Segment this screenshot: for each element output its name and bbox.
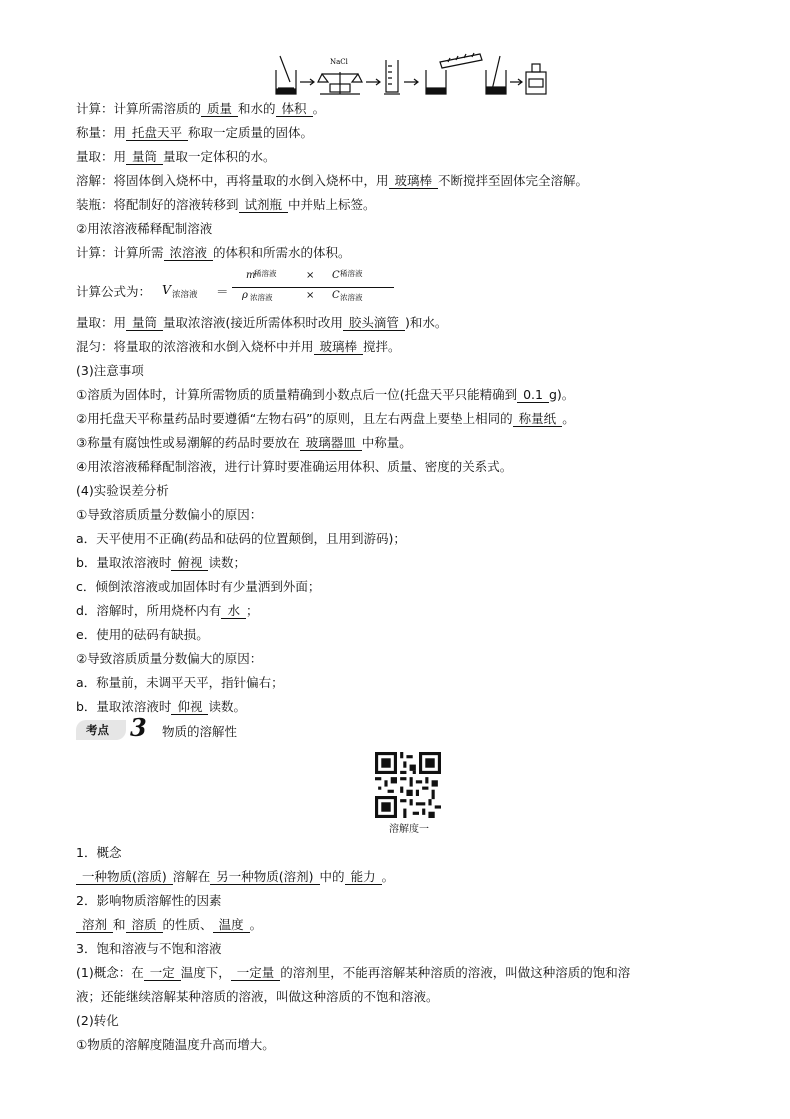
text-line-mix: 混匀：将量取的浓溶液和水倒入烧杯中并用 玻璃棒 搅拌。 — [76, 339, 401, 354]
text-line-high-heading: ②导致溶质质量分数偏大的原因： — [76, 651, 263, 666]
fraction-bar — [232, 287, 394, 288]
text-line-notes-heading: (3)注意事项 — [76, 363, 144, 378]
answer-blank: 一定 — [144, 965, 181, 981]
answer-blank: 玻璃棒 — [314, 339, 364, 355]
answer-blank: 温度 — [213, 917, 250, 933]
answer-blank: 能力 — [345, 869, 382, 885]
formula-line: 计算公式为： V 浓溶液 ＝ m 稀溶液 × C 稀溶液 ρ 浓溶液 × C 浓溶液 — [76, 272, 376, 308]
text-line-low-c: c．倾倒浓溶液或加固体时有少量洒到外面； — [76, 579, 321, 594]
answer-blank: 溶质 — [126, 917, 163, 933]
text-line-note-1: ①溶质为固体时，计算所需物质的质量精确到小数点后一位(托盘天平只能精确到 0.1 g)。 — [76, 387, 575, 402]
text-line-bottle: 装瓶：将配制好的溶液转移到 试剂瓶 中并贴上标签。 — [76, 197, 376, 212]
text-line-dilution-heading: ②用浓溶液稀释配制溶液 — [76, 221, 213, 236]
section-number: 3 — [130, 713, 147, 742]
text-line-conversion-heading: (2)转化 — [76, 1013, 119, 1028]
qr-code-icon[interactable] — [375, 752, 441, 818]
text-line-low-a: a．天平使用不正确(药品和砝码的位置颠倒，且用到游码)； — [76, 531, 406, 546]
text-line-low-e: e．使用的砝码有缺损。 — [76, 627, 209, 642]
text-line-high-b: b．量取浓溶液时 仰视 读数。 — [76, 699, 246, 714]
section-badge: 考点 — [76, 720, 126, 740]
text-line-measure: 量取：用 量筒 量取一定体积的水。 — [76, 149, 276, 164]
text-line-low-b: b．量取浓溶液时 俯视 读数； — [76, 555, 246, 570]
text-line-saturated-heading: 3．饱和溶液与不饱和溶液 — [76, 941, 222, 956]
answer-blank: 玻璃器皿 — [300, 435, 362, 451]
text-line-error-heading: (4)实验误差分析 — [76, 483, 169, 498]
answer-blank: 溶剂 — [76, 917, 113, 933]
lab-procedure-illustration — [270, 52, 550, 98]
answer-blank: 水 — [221, 603, 246, 619]
answer-blank: 一定量 — [231, 965, 281, 981]
text-line-dissolve: 溶解：将固体倒入烧杯中，再将量取的水倒入烧杯中，用 玻璃棒 不断搅拌至固体完全溶解。 — [76, 173, 589, 188]
text-line-concept-heading: 1．概念 — [76, 845, 122, 860]
text-line-saturated-def-cont: 液；还能继续溶解某种溶质的溶液，叫做这种溶质的不饱和溶液。 — [76, 989, 439, 1004]
text-line-conversion-1: ①物质的溶解度随温度升高而增大。 — [76, 1037, 275, 1052]
answer-blank: 称量纸 — [513, 411, 563, 427]
text-line-low-d: d．溶解时，所用烧杯内有 水 ； — [76, 603, 259, 618]
text-line-concept: 一种物质(溶质) 溶解在 另一种物质(溶剂) 中的 能力 。 — [76, 868, 750, 886]
answer-blank: 质量 — [201, 101, 238, 117]
nacl-label: NaCl — [330, 58, 348, 66]
answer-blank: 一种物质(溶质) — [76, 869, 173, 885]
text-line-note-3: ③称量有腐蚀性或易潮解的药品时要放在 玻璃器皿 中称量。 — [76, 435, 412, 450]
text-line-weigh: 称量：用 托盘天平 称取一定质量的固体。 — [76, 125, 314, 140]
answer-blank: 玻璃棒 — [389, 173, 439, 189]
text-line-note-2: ②用托盘天平称量药品时要遵循“左物右码”的原则，且左右两盘上要垫上相同的 称量纸 。 — [76, 411, 575, 426]
answer-blank: 量筒 — [126, 149, 163, 165]
section-title: 物质的溶解性 — [162, 724, 238, 739]
text-line-measure-conc: 量取：用 量筒 量取浓溶液(接近所需体积时改用 胶头滴管 )和水。 — [76, 315, 448, 330]
answer-blank: 体积 — [276, 101, 313, 117]
text-line-saturated-def: (1)概念：在 一定 温度下， 一定量 的溶剂里，不能再溶解某种溶质的溶液，叫做这种溶质的饱和溶 — [76, 965, 631, 980]
answer-blank: 另一种物质(溶剂) — [210, 869, 319, 885]
answer-blank: 胶头滴管 — [343, 315, 405, 331]
answer-blank: 量筒 — [126, 315, 163, 331]
text-line-factors: 溶剂 和 溶质 的性质、 温度 。 — [76, 916, 750, 934]
text-line-calculate: 计算：计算所需溶质的 质量 和水的 体积 。 — [76, 101, 326, 116]
qr-caption: 溶解度一 — [389, 824, 429, 835]
answer-blank: 托盘天平 — [126, 125, 188, 141]
text-line-factors-heading: 2．影响物质溶解性的因素 — [76, 893, 222, 908]
answer-blank: 0.1 — [517, 387, 549, 403]
answer-blank: 俯视 — [171, 555, 208, 571]
text-line-dilution-calc: 计算：计算所需 浓溶液 的体积和所需水的体积。 — [76, 245, 351, 260]
answer-blank: 试剂瓶 — [239, 197, 289, 213]
answer-blank: 仰视 — [171, 699, 208, 715]
answer-blank: 浓溶液 — [164, 245, 214, 261]
text-line-low-heading: ①导致溶质质量分数偏小的原因： — [76, 507, 263, 522]
text-line-high-a: a．称量前，未调平天平，指针偏右； — [76, 675, 284, 690]
text-line-note-4: ④用浓溶液稀释配制溶液，进行计算时要准确运用体积、质量、密度的关系式。 — [76, 459, 513, 474]
